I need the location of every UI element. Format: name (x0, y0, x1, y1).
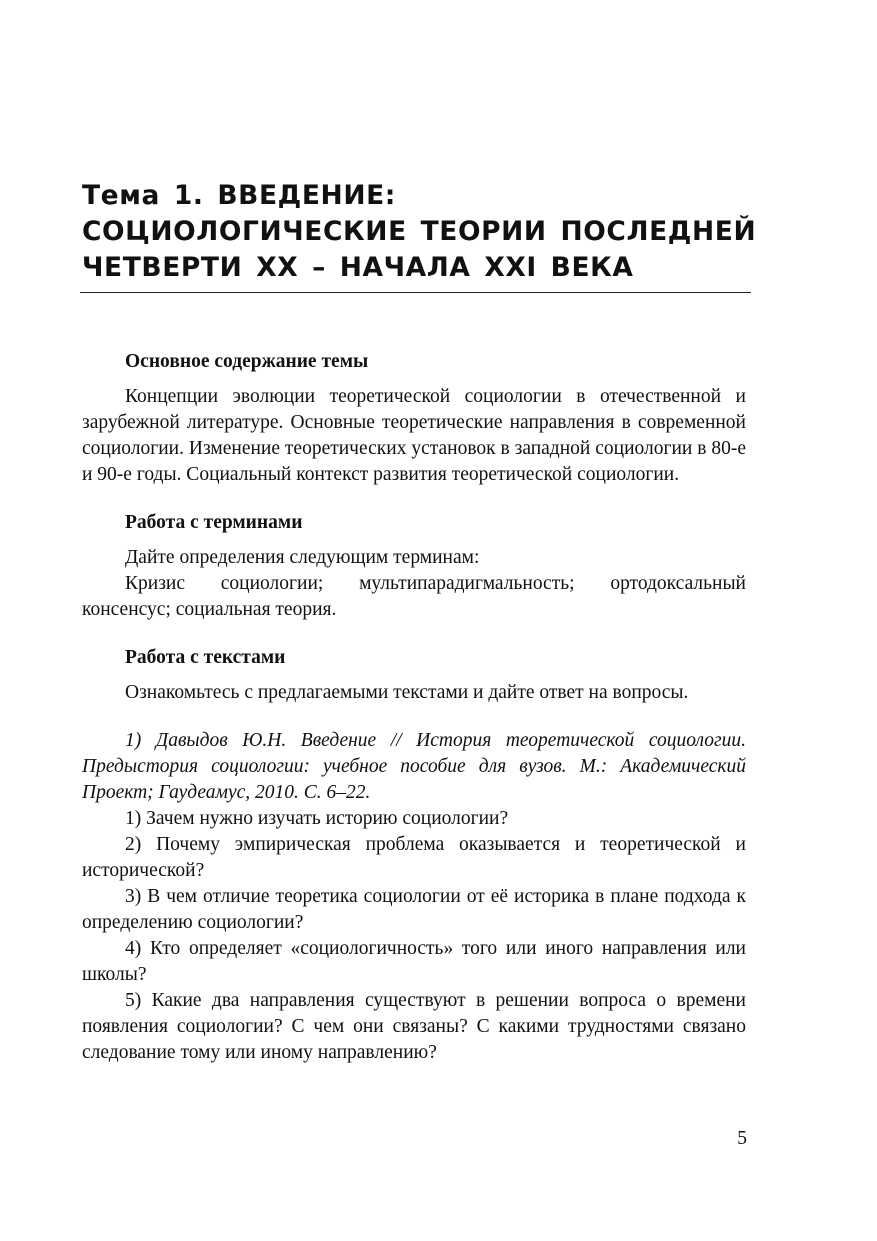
question-item: 4) Кто определяет «социологичность» того или иного направления или школы? (82, 938, 746, 985)
section-heading-texts: Работа с текстами (125, 647, 286, 668)
page-number: 5 (737, 1128, 747, 1149)
terms-intro: Дайте определения следующим терминам: (125, 547, 480, 568)
terms-list: Кризис социологии; мультипарадигмальность; ортодоксальный консенсус; социальная теория. (82, 573, 746, 620)
question-item: 5) Какие два направления существуют в решении вопроса о времени появления социологии? С чем они связаны? С какими трудностями связано следование тому или иному направлению? (82, 990, 746, 1063)
chapter-title-line-2: СОЦИОЛОГИЧЕСКИЕ ТЕОРИИ ПОСЛЕДНЕЙ (82, 216, 757, 247)
section-heading-terms: Работа с терминами (125, 512, 303, 533)
chapter-title (82, 178, 757, 286)
content-paragraph: Концепции эволюции теоретической социологии в отечественной и зарубежной литературе. Основные теоретические направления в современной социологии. Изменение теоретических установок в западной социологии в 80-е и 90-е годы. Социальный контекст развития теоретической социологии. (82, 386, 746, 485)
question-item: 3) В чем отличие теоретика социологии от её историка в плане подхода к определению социологии? (82, 886, 746, 933)
section-heading-content: Основное содержание темы (125, 351, 369, 372)
chapter-title-line-1: Тема 1. ВВЕДЕНИЕ: (82, 180, 397, 211)
chapter-title-line-3: ЧЕТВЕРТИ XX – НАЧАЛА XXI ВЕКА (82, 252, 634, 283)
question-item: 2) Почему эмпирическая проблема оказывается и теоретической и исторической? (82, 834, 746, 881)
page-body (82, 349, 746, 1066)
question-item: 1) Зачем нужно изучать историю социологии? (125, 808, 509, 829)
texts-intro: Ознакомьтесь с предлагаемыми текстами и дайте ответ на вопросы. (125, 682, 689, 703)
bibliographic-reference: 1) Давыдов Ю.Н. Введение // История теоретической социологии. Предыстория социологии: учебное пособие для вузов. М.: Академический Проект; Гаудеамус, 2010. С. 6–22. (82, 730, 746, 803)
title-underline (80, 292, 751, 293)
